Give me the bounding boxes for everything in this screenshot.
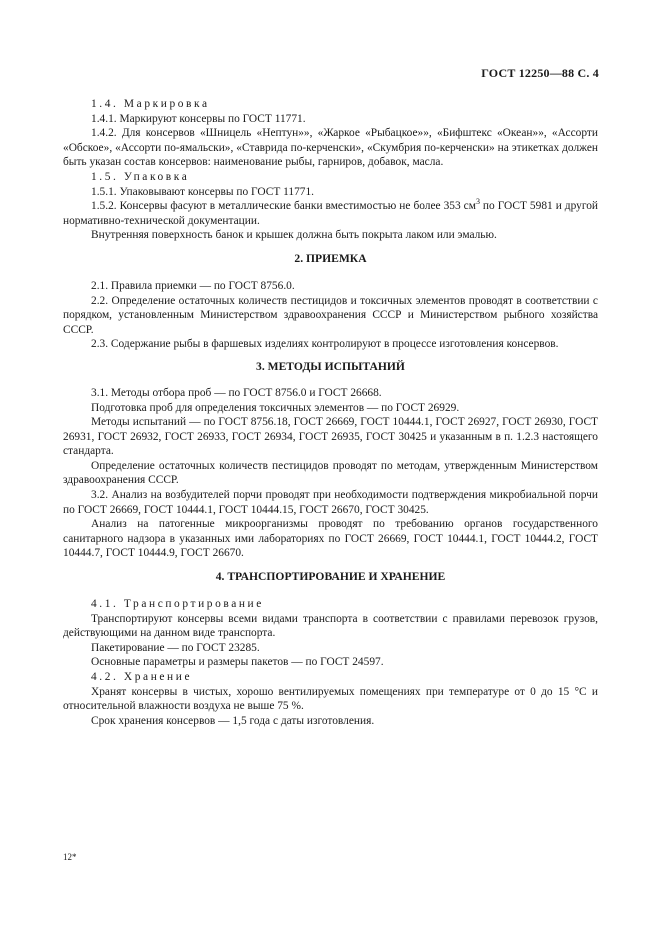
paragraph: 2.3. Содержание рыбы в фаршевых изделиях контролируют в процессе изготовления консервов. bbox=[91, 338, 559, 351]
paragraph: 3.1. Методы отбора проб — по ГОСТ 8756.0 и ГОСТ 26668. bbox=[91, 386, 382, 399]
subsection-heading-packing: 1.5. Упаковка bbox=[91, 170, 190, 183]
paragraph bbox=[63, 199, 598, 228]
paragraph: Пакетирование — по ГОСТ 23285. bbox=[91, 641, 260, 654]
paragraph: Методы испытаний — по ГОСТ 8756.18, ГОСТ 26669, ГОСТ 10444.1, ГОСТ 26927, ГОСТ 26930, ГОСТ 26931, ГОСТ 26932, ГОСТ 26933, ГОСТ 26934, ГОСТ 26935, ГОСТ 30425 и указанным в п. 1.2.3 настоящего стандарта. bbox=[63, 416, 598, 458]
page-footer-mark: 12* bbox=[63, 852, 77, 862]
paragraph: Транспортируют консервы всеми видами транспорта в соответствии с правилами перевозок грузов, действующими на данном виде транспорта. bbox=[63, 612, 598, 640]
section-title-transport-storage: 4. ТРАНСПОРТИРОВАНИЕ И ХРАНЕНИЕ bbox=[215, 570, 446, 584]
document-body bbox=[63, 97, 598, 728]
subsection-heading-storage: 4.2. Хранение bbox=[91, 671, 193, 683]
paragraph: 3.2. Анализ на возбудителей порчи проводят при необходимости подтверждения микробиальной порчи по ГОСТ 26669, ГОСТ 10444.1, ГОСТ 10444.15, ГОСТ 26670, ГОСТ 30425. bbox=[63, 489, 598, 516]
paragraph: Подготовка проб для определения токсичных элементов — по ГОСТ 26929. bbox=[91, 401, 460, 414]
paragraph: Анализ на патогенные микроорганизмы проводят по требованию органов государственного санитарного надзора в указанных ими лабораториях по ГОСТ 26669, ГОСТ 10444.1, ГОСТ 10444.2, ГОСТ 10444.7, ГОСТ 10444.9, ГОСТ 26670. bbox=[63, 518, 598, 560]
paragraph: 2.1. Правила приемки — по ГОСТ 8756.0. bbox=[91, 279, 295, 292]
paragraph: Внутренняя поверхность банок и крышек должна быть покрыта лаком или эмалью. bbox=[91, 229, 497, 242]
paragraph: Основные параметры и размеры пакетов — по ГОСТ 24597. bbox=[91, 656, 384, 669]
paragraph: Определение остаточных количеств пестицидов проводят по методам, утвержденным Министерством здравоохранения СССР. bbox=[63, 459, 598, 487]
paragraph: 1.4.2. Для консервов «Шницель «Нептун»», «Жаркое «Рыбацкое»», «Бифштекс «Океан»», «Ассорти «Обское», «Ассорти по-ямальски», «Ставрида по-керченски», «Скумбрия по-керченски» на этикетках должен быть указан состав консервов: наименование рыбы, гарниров, добавок, масла. bbox=[63, 127, 598, 169]
page-header: ГОСТ 12250—88 С. 4 bbox=[481, 66, 599, 80]
paragraph: Срок хранения консервов — 1,5 года с даты изготовления. bbox=[91, 714, 375, 727]
paragraph-text: 1.5.2. Консервы фасуют в металлические банки вместимостью не более 353 см bbox=[91, 200, 476, 213]
paragraph-text: по ГОСТ 5981 и другой нормативно-технической документации. bbox=[63, 200, 599, 227]
paragraph: 1.4.1. Маркируют консервы по ГОСТ 11771. bbox=[91, 112, 306, 125]
paragraph: 1.5.1. Упаковывают консервы по ГОСТ 11771. bbox=[91, 185, 315, 198]
subsection-heading-marking: 1.4. Маркировка bbox=[91, 98, 210, 110]
subsection-heading-transport: 4.1. Транспортирование bbox=[91, 598, 264, 611]
section-title-acceptance: 2. ПРИЕМКА bbox=[294, 251, 367, 265]
section-title-test-methods: 3. МЕТОДЫ ИСПЫТАНИЙ bbox=[256, 359, 405, 373]
paragraph: Хранят консервы в чистых, хорошо вентилируемых помещениях при температуре от 0 до 15 °С и относительной влажности воздуха не выше 75 %. bbox=[63, 685, 598, 713]
superscript: 3 bbox=[475, 197, 480, 207]
paragraph: 2.2. Определение остаточных количеств пестицидов и токсичных элементов проводят в соответствии с порядком, установленным Министерством здравоохранения СССР и Министерством рыбного хозяйства СССР. bbox=[63, 294, 598, 336]
